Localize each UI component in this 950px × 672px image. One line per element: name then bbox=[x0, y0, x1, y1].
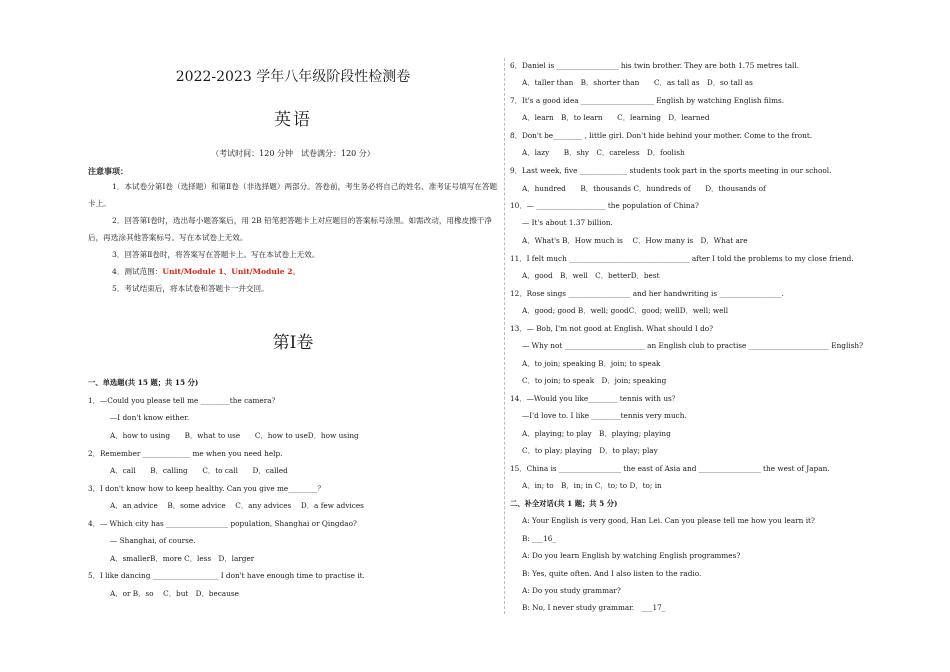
option-line: A．learn B．to learn C．learning D．learned bbox=[522, 113, 710, 122]
subject-title: 英语 bbox=[274, 110, 312, 130]
question-line: — It's about 1.37 billion. bbox=[522, 218, 613, 227]
option-line: A．lazy B．shy C．careless D．foolish bbox=[522, 148, 685, 157]
option-line: A．how to using B．what to use C．how to useD．how using bbox=[110, 431, 359, 440]
dialogue-line: A: Your English is very good, Han Lei. Can you please tell me how you learn it? bbox=[522, 516, 815, 525]
question-line: 3．I don't know how to keep healthy. Can you give me________？ bbox=[88, 484, 325, 493]
option-line: C．to play; playing D．to play; play bbox=[522, 446, 658, 455]
question-line: 11．I felt much _________________________________ after I told the problems to my close friend. bbox=[510, 254, 854, 263]
dialogue-line: B: Yes, quite often. And I also listen to the radio. bbox=[522, 569, 702, 578]
question-line: — Shanghai, of course. bbox=[110, 536, 196, 545]
question-line: 10．— ___________________ the population of China? bbox=[510, 201, 699, 210]
notice-item-5: 5．考试结束后，将本试卷和答题卡一并交回。 bbox=[112, 284, 269, 293]
option-line: A．good; good B．well; goodC．good; wellD．well; well bbox=[522, 306, 729, 315]
notice-heading: 注意事项： bbox=[88, 166, 128, 176]
time-info: （考试时间：120 分钟 试卷满分：120 分） bbox=[211, 149, 375, 158]
question-line: —I don't know either. bbox=[110, 413, 190, 422]
option-line: A．an advice B．some advice C．any advices D．a few advices bbox=[110, 501, 364, 510]
dialogue-line: B: ___16_ bbox=[522, 534, 557, 543]
question-line: 13．— Bob, I'm not good at English. What should I do? bbox=[510, 324, 714, 333]
question-line: —I'd love to. I like ________tennis very much. bbox=[522, 411, 687, 420]
option-line: A．What's B．How much is C．How many is D．What are bbox=[522, 236, 748, 245]
dialogue-line: A: Do you learn English by watching English programmes? bbox=[522, 551, 741, 560]
notice-item-1: 1．本试卷分第Ⅰ卷（选择题）和第Ⅱ卷（非选择题）两部分。答卷前，考生务必将自己的姓名、准考证号填写在答题卡上。 bbox=[88, 182, 498, 208]
option-line: A．hundred B．thousands C．hundreds of D．thousands of bbox=[522, 184, 766, 193]
question-line: 5．I like dancing __________________ I don't have enough time to practise it. bbox=[88, 571, 365, 580]
question-line: 12．Rose sings _________________ and her handwriting is _________________. bbox=[510, 289, 784, 298]
dialogue-line: A: Do you study grammar? bbox=[522, 586, 621, 595]
dialogue-line: B: No, I never study grammar. ___17_ bbox=[522, 603, 666, 612]
option-line: A．good B．well C．betterD．best bbox=[522, 271, 660, 280]
section-1-title: 一、单选题(共 15 题；共 15 分) bbox=[88, 378, 199, 387]
question-line: 1．—Could you please tell me ________the camera？ bbox=[88, 396, 279, 405]
notice-item-3: 3．回答第Ⅱ卷时，将答案写在答题卡上。写在本试卷上无效。 bbox=[112, 250, 320, 259]
option-line: A．call B．calling C．to call D．called bbox=[110, 466, 288, 475]
option-line: A．or B．so C．but D．because bbox=[110, 589, 239, 598]
test-range: Unit/Module 1、Unit/Module 2 bbox=[162, 267, 293, 276]
question-line: — Why not ______________________ an English club to practise ______________________ English? bbox=[522, 341, 863, 350]
column-divider bbox=[504, 58, 505, 614]
exam-title: 2022-2023 学年八年级阶段性检测卷 bbox=[175, 69, 411, 85]
notice-list bbox=[88, 178, 498, 297]
question-line: 4．— Which city has _________________ population, Shanghai or Qingdao? bbox=[88, 519, 357, 528]
option-line: A．to join; speaking B．join; to speak bbox=[522, 359, 661, 368]
question-line: 9．Last week, five _____________ students took part in the sports meeting in our school. bbox=[510, 166, 832, 175]
section-2-title: 二、补全对话(共 1 题；共 5 分) bbox=[510, 499, 618, 508]
notice-item-4: 4．测试范围：Unit/Module 1、Unit/Module 2。 bbox=[112, 267, 301, 276]
question-line: 2．Remember _____________ me when you need help. bbox=[88, 449, 283, 458]
notice-item-2: 2．回答第Ⅰ卷时，选出每小题答案后，用 2B 铅笔把答题卡上对应题目的答案标号涂黑。如需改动，用橡皮擦干净后，再选涂其他答案标号。写在本试卷上无效。 bbox=[88, 216, 492, 242]
option-line: A．taller than B．shorter than C．as tall as D．so tall as bbox=[522, 78, 753, 87]
question-line: 14．—Would you like________ tennis with us？ bbox=[510, 394, 680, 403]
option-line: A．smallerB．more C．less D．larger bbox=[110, 554, 255, 563]
option-line: A．in; to B．in; in C．to; to D．to; in bbox=[522, 481, 662, 490]
option-line: C．to join; to speak D．join; speaking bbox=[522, 376, 667, 385]
question-line: 7．It's a good idea ____________________ English by watching English films. bbox=[510, 96, 785, 105]
option-line: A．playing; to play B．playing; playing bbox=[522, 429, 671, 438]
question-line: 8．Don't be________ , little girl. Don't hide behind your mother. Come to the front. bbox=[510, 131, 813, 140]
question-line: 6．Daniel is _________________ his twin brother. They are both 1.75 metres tall. bbox=[510, 61, 800, 70]
question-line: 15．China is _________________ the east of Asia and _________________ the west of Japan. bbox=[510, 464, 830, 473]
part-one-title: 第Ⅰ卷 bbox=[272, 333, 314, 353]
